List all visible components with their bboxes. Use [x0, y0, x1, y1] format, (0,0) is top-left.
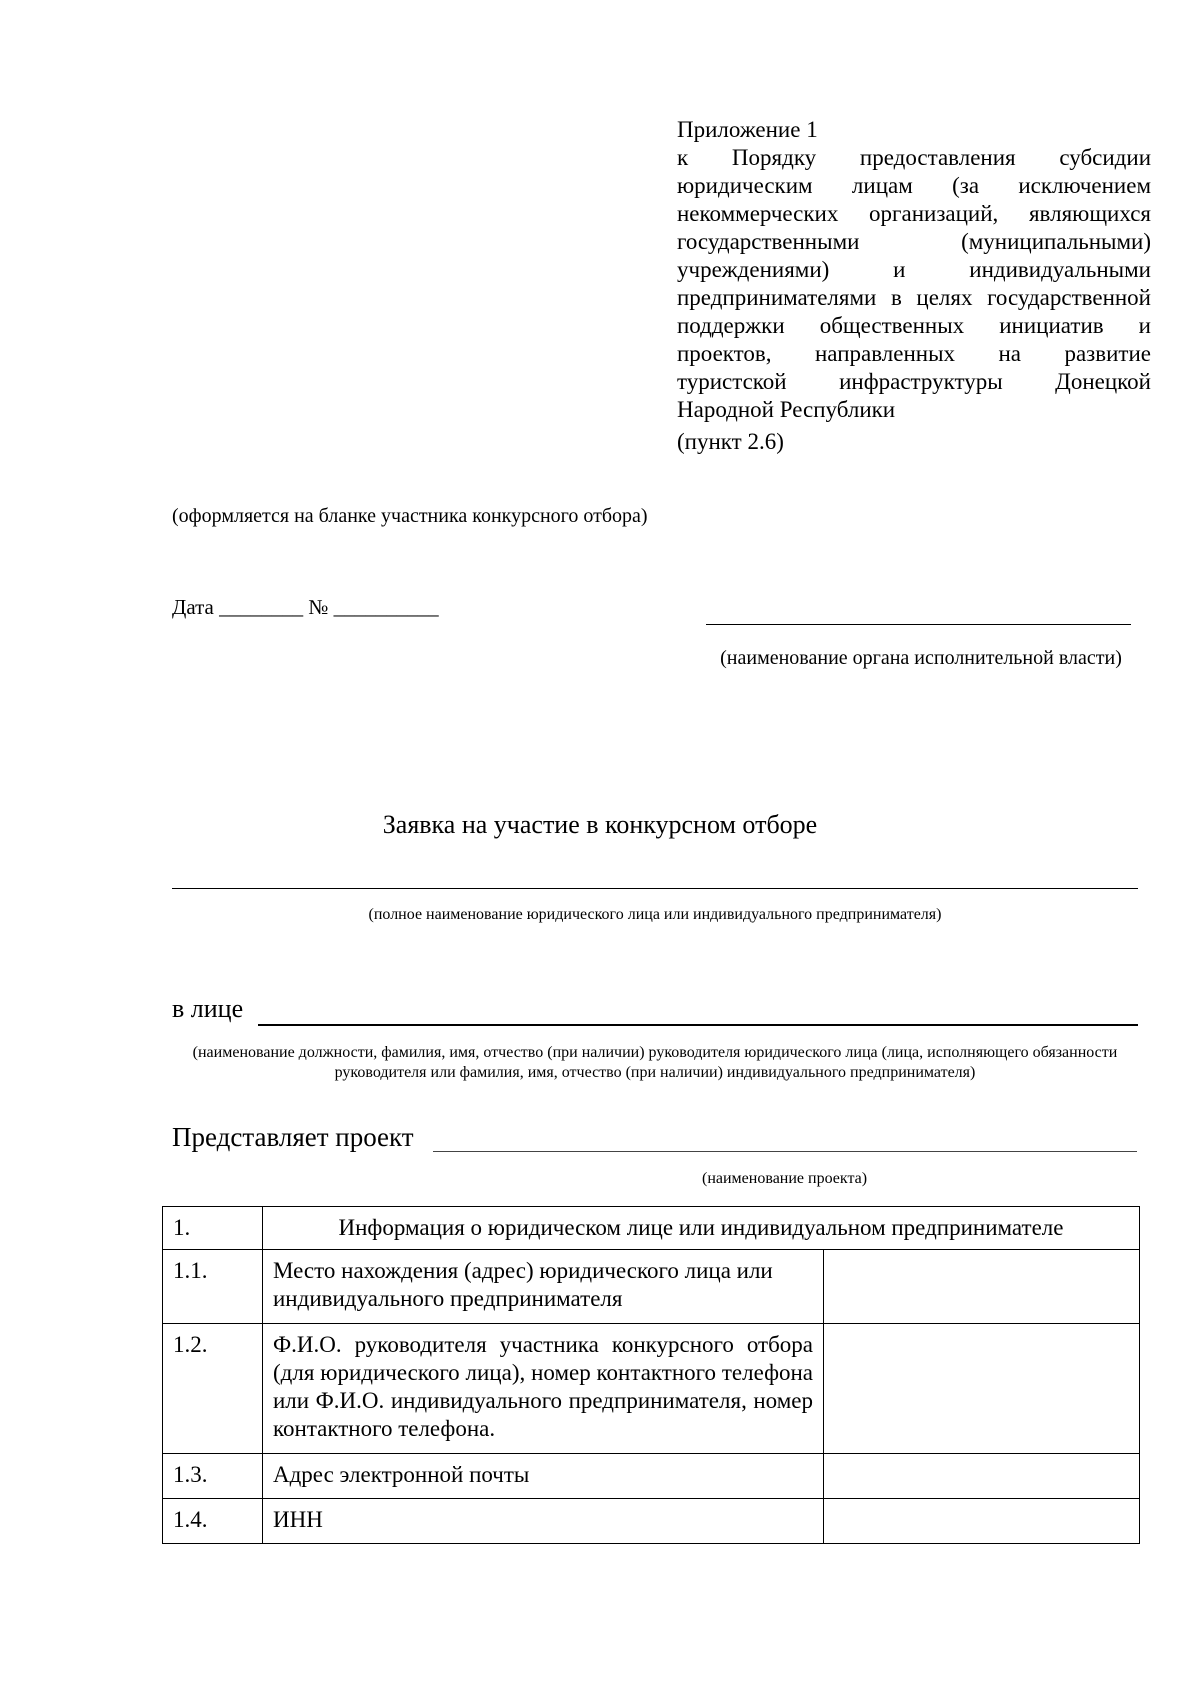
row-value-cell [824, 1454, 1140, 1499]
project-field-line [433, 1151, 1137, 1152]
authority-caption: (наименование органа исполнительной власти) [720, 647, 1122, 669]
table-row [163, 1454, 1140, 1499]
project-label: Представляет проект [172, 1122, 414, 1152]
row-number: 1.1. [163, 1250, 263, 1324]
appendix-point: (пункт 2.6) [677, 429, 784, 454]
row-number: 1.2. [163, 1324, 263, 1454]
appendix-body: к Порядку предоставления субсидии юридическим лицам (за исключением некоммерческих организаций, являющихся государственными (муниципальными) учреждениями) и индивидуальными предпринимателями в целях государственной поддержки общественных инициатив и проектов, направленных на развитие туристской инфраструктуры Донецкой Народной Республики [677, 145, 1151, 422]
info-table [162, 1206, 1140, 1544]
entity-name-field-line [172, 888, 1138, 889]
row-value-cell [824, 1499, 1140, 1544]
row-description: Ф.И.О. руководителя участника конкурсного отбора (для юридического лица), номер контактного телефона или Ф.И.О. индивидуального предпринимателя, номер контактного телефона. [263, 1324, 824, 1454]
person-caption: (наименование должности, фамилия, имя, отчество (при наличии) руководителя юридического лица (лица, исполняющего обязанности руководителя или фамилия, имя, отчество (при наличии) индивидуального предпринимателя) [192, 1044, 1118, 1081]
row-number: 1.4. [163, 1499, 263, 1544]
person-field-line [258, 1024, 1138, 1026]
project-caption: (наименование проекта) [702, 1170, 868, 1187]
row-value-cell [824, 1324, 1140, 1454]
table-header-number: 1. [163, 1207, 263, 1250]
row-value-cell [824, 1250, 1140, 1324]
table-row [163, 1250, 1140, 1324]
row-description: Место нахождения (адрес) юридического лица или индивидуального предпринимателя [263, 1250, 824, 1324]
row-description: Адрес электронной почты [263, 1454, 824, 1499]
table-row [163, 1324, 1140, 1454]
table-row [163, 1499, 1140, 1544]
appendix-heading: Приложение 1 [677, 117, 818, 142]
person-label: в лице [172, 994, 244, 1023]
authority-field-line [706, 624, 1131, 625]
date-number-line: Дата ________ № __________ [172, 595, 439, 619]
table-header-text: Информация о юридическом лице или индивидуальном предпринимателе [263, 1207, 1140, 1250]
table-header-row [163, 1207, 1140, 1250]
entity-name-caption: (полное наименование юридического лица или индивидуального предпринимателя) [368, 906, 942, 923]
blank-note: (оформляется на бланке участника конкурсного отбора) [172, 505, 648, 527]
document-title: Заявка на участие в конкурсном отборе [382, 810, 818, 839]
row-number: 1.3. [163, 1454, 263, 1499]
row-description: ИНН [263, 1499, 824, 1544]
